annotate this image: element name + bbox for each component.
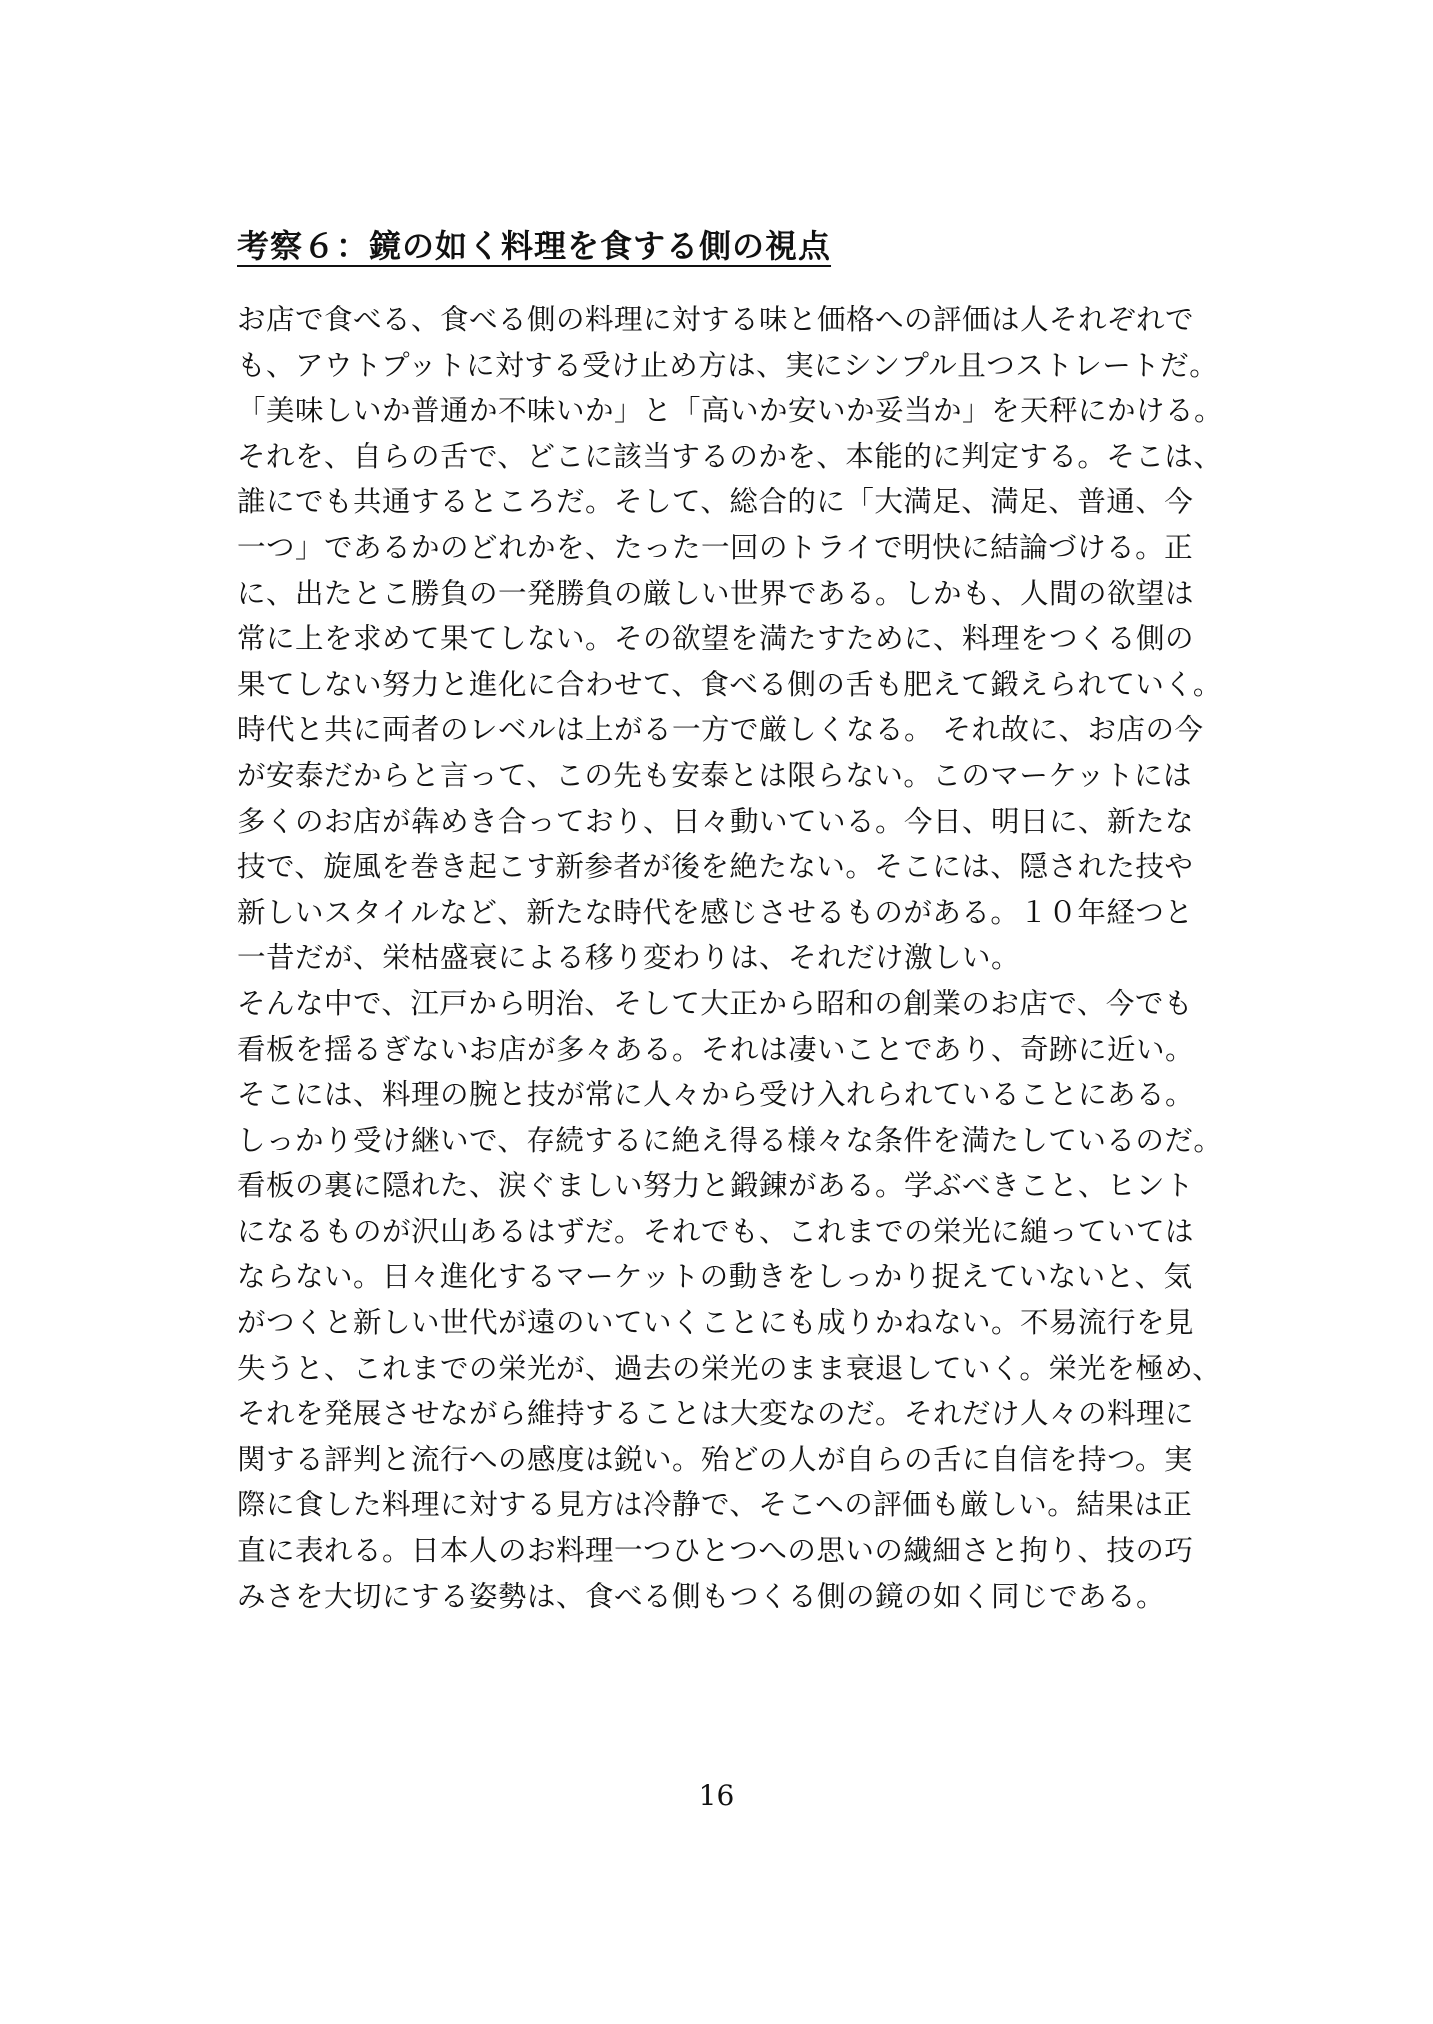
text-line: が安泰だからと言って、この先も安泰とは限らない。このマーケットには	[237, 758, 1193, 792]
text-line: 直に表れる。日本人のお料理一つひとつへの思いの繊細さと拘り、技の巧	[237, 1534, 1194, 1568]
text-line: それを、自らの舌で、どこに該当するのかを、本能的に判定する。そこは、	[237, 439, 1223, 473]
text-line: になるものが沢山あるはずだ。それでも、これまでの栄光に縋っていては	[237, 1214, 1195, 1248]
text-line: 多くのお店が犇めき合っており、日々動いている。今日、明日に、新たな	[237, 804, 1195, 838]
text-line: がつくと新しい世代が遠のいていくことにも成りかねない。不易流行を見	[237, 1306, 1195, 1340]
text-line: それを発展させながら維持することは大変なのだ。それだけ人々の料理に	[237, 1397, 1195, 1431]
text-line: 常に上を求めて果てしない。その欲望を満たすために、料理をつくる側の	[237, 622, 1195, 656]
text-line: 一つ」であるかのどれかを、たった一回のトライで明快に結論づける。正	[237, 530, 1194, 564]
text-line: そんな中で、江戸から明治、そして大正から昭和の創業のお店で、今でも	[237, 986, 1193, 1020]
body-text	[237, 297, 1224, 1619]
text-line: 失うと、これまでの栄光が、過去の栄光のまま衰退していく。栄光を極め、	[237, 1351, 1222, 1385]
text-line: みさを大切にする姿勢は、食べる側もつくる側の鏡の如く同じである。	[237, 1579, 1166, 1613]
text-line: 果てしない努力と進化に合わせて、食べる側の舌も肥えて鍛えられていく。	[237, 667, 1222, 701]
text-line: 看板を揺るぎないお店が多々ある。それは凄いことであり、奇跡に近い。	[237, 1032, 1195, 1066]
section-heading: 考察６：鏡の如く料理を食する側の視点	[237, 227, 832, 265]
text-line: そこには、料理の腕と技が常に人々から受け入れられていることにある。	[237, 1078, 1195, 1112]
text-line: 「美味しいか普通か不味いか」と「高いか安いか妥当か」を天秤にかける。	[237, 394, 1224, 428]
text-line: も、アウトプットに対する受け止め方は、実にシンプル且つストレートだ。	[237, 348, 1219, 382]
text-line: 誰にでも共通するところだ。そして、総合的に「大満足、満足、普通、今	[237, 485, 1194, 519]
text-line: 一昔だが、栄枯盛衰による移り変わりは、それだけ激しい。	[237, 941, 1021, 975]
text-line: 時代と共に両者のレベルは上がる一方で厳しくなる。 それ故に、お店の今	[237, 713, 1204, 747]
text-line: 際に食した料理に対する見方は冷静で、そこへの評価も厳しい。結果は正	[237, 1488, 1193, 1522]
text-line: 新しいスタイルなど、新たな時代を感じさせるものがある。１０年経つと	[237, 895, 1194, 929]
text-line: に、出たとこ勝負の一発勝負の厳しい世界である。しかも、人間の欲望は	[237, 576, 1195, 610]
text-line: しっかり受け継いで、存続するに絶え得る様々な条件を満たしているのだ。	[237, 1123, 1223, 1157]
text-line: 技で、旋風を巻き起こす新参者が後を絶たない。そこには、隠された技や	[237, 850, 1194, 884]
text-line: お店で食べる、食べる側の料理に対する味と価格への評価は人それぞれで	[237, 303, 1195, 336]
page-number: 16	[698, 1779, 735, 1812]
text-line: 関する評判と流行への感度は鋭い。殆どの人が自らの舌に自信を持つ。実	[237, 1442, 1193, 1476]
text-line: ならない。日々進化するマーケットの動きをしっかり捉えていないと、気	[237, 1260, 1193, 1294]
text-line: 看板の裏に隠れた、涙ぐましい努力と鍛錬がある。学ぶべきこと、ヒント	[237, 1169, 1195, 1203]
